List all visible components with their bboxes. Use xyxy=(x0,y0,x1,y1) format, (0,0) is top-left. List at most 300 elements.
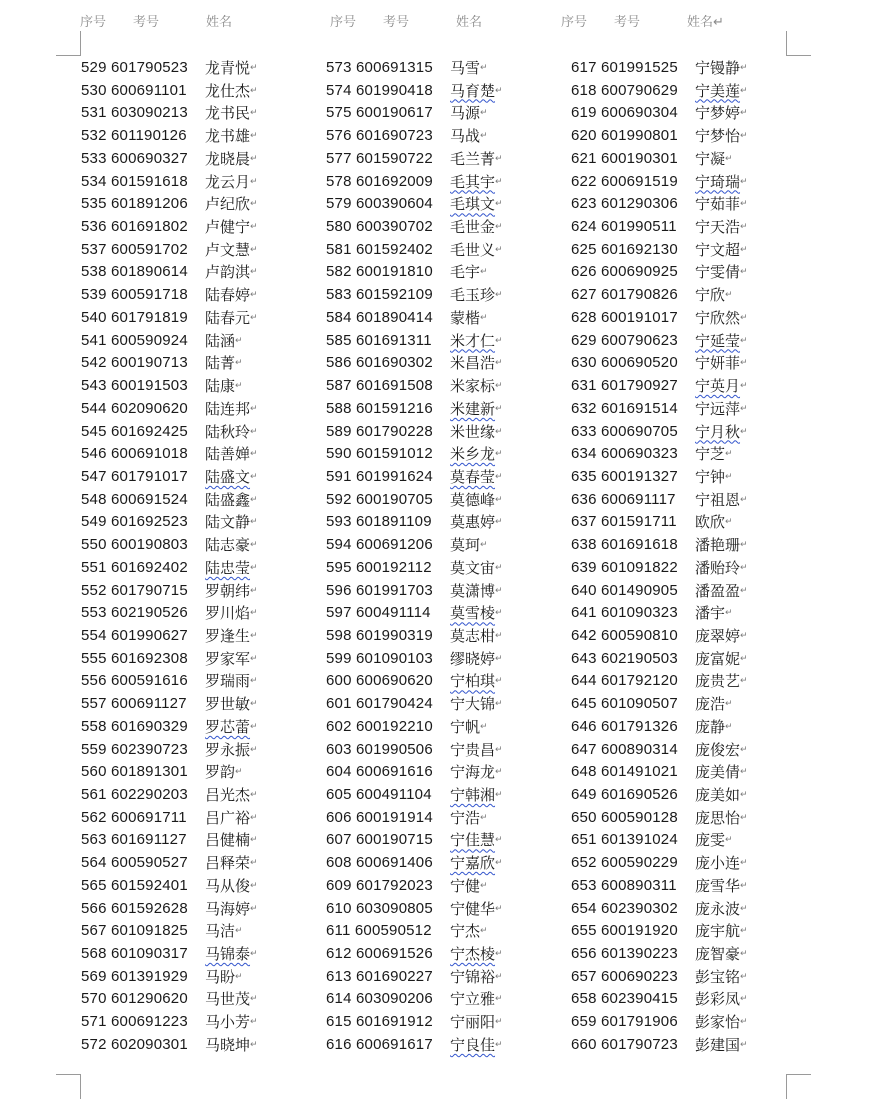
paragraph-mark: ↵ xyxy=(495,744,503,755)
seq-exam-number: 570 601290620 xyxy=(81,990,188,1008)
header-exam: 考号 xyxy=(133,15,160,30)
paragraph-mark: ↵ xyxy=(740,540,748,551)
seq-exam-number: 607 600190715 xyxy=(326,831,433,849)
paragraph-mark: ↵ xyxy=(725,153,733,164)
seq-exam-number: 563 601691127 xyxy=(81,831,187,849)
paragraph-mark: ↵ xyxy=(495,676,503,687)
seq-exam-number: 602 600192210 xyxy=(326,717,433,735)
seq-exam-number: 537 600591702 xyxy=(81,240,188,258)
paragraph-mark: ↵ xyxy=(495,767,503,778)
paragraph-mark: ↵ xyxy=(495,381,503,392)
paragraph-mark: ↵ xyxy=(480,540,488,551)
paragraph-mark: ↵ xyxy=(250,290,258,301)
seq-exam-number: 599 601090103 xyxy=(326,649,433,667)
paragraph-mark: ↵ xyxy=(250,199,258,210)
paragraph-mark: ↵ xyxy=(235,381,243,392)
paragraph-mark: ↵ xyxy=(740,1039,748,1050)
paragraph-mark: ↵ xyxy=(740,312,748,323)
seq-exam-number: 581 601592402 xyxy=(326,240,433,258)
paragraph-mark: ↵ xyxy=(480,108,488,119)
seq-exam-number: 538 601890614 xyxy=(81,263,188,281)
seq-exam-number: 641 601090323 xyxy=(571,604,678,622)
seq-exam-number: 656 601390223 xyxy=(571,945,678,963)
student-name: 庞永波 xyxy=(695,899,741,918)
seq-exam-number: 529 601790523 xyxy=(81,59,188,76)
paragraph-mark: ↵ xyxy=(495,971,503,982)
student-name: 陆连邦 xyxy=(205,399,251,418)
paragraph-mark: ↵ xyxy=(250,153,258,164)
seq-exam-number: 575 600190617 xyxy=(326,104,433,122)
student-name: 宁祖恩 xyxy=(695,490,741,509)
paragraph-mark: ↵ xyxy=(480,880,488,891)
student-name: 陆文静 xyxy=(205,513,251,532)
paragraph-mark: ↵ xyxy=(740,676,748,687)
seq-exam-number: 615 601691912 xyxy=(326,1013,433,1031)
paragraph-mark: ↵ xyxy=(495,85,503,96)
student-name: 宁凝 xyxy=(695,149,726,168)
seq-exam-number: 588 601591216 xyxy=(326,399,433,417)
student-name: 宁梦婷 xyxy=(695,104,741,123)
seq-exam-number: 533 600690327 xyxy=(81,149,188,167)
seq-exam-number: 626 600690925 xyxy=(571,263,678,281)
paragraph-mark: ↵ xyxy=(495,903,503,914)
seq-exam-number: 639 601091822 xyxy=(571,558,678,576)
paragraph-mark: ↵ xyxy=(495,403,503,414)
student-name: 潘艳珊 xyxy=(695,536,741,555)
seq-exam-number: 604 600691616 xyxy=(326,763,433,781)
student-name: 吕广裕 xyxy=(205,808,251,827)
student-name: 罗川焰 xyxy=(205,604,251,623)
seq-exam-number: 612 600691526 xyxy=(326,945,433,963)
seq-exam-number: 561 602290203 xyxy=(81,786,188,803)
paragraph-mark: ↵ xyxy=(495,699,503,710)
seq-exam-number: 530 600691101 xyxy=(81,81,187,99)
student-name: 马小芳 xyxy=(205,1013,251,1032)
paragraph-mark: ↵ xyxy=(725,699,733,710)
paragraph-mark: ↵ xyxy=(250,540,258,551)
paragraph-mark: ↵ xyxy=(725,721,733,732)
student-name: 宁远萍 xyxy=(695,399,741,418)
seq-exam-number: 580 600390702 xyxy=(326,218,433,236)
paragraph-mark: ↵ xyxy=(250,835,258,846)
seq-exam-number: 651 601391024 xyxy=(571,831,678,849)
paragraph-mark: ↵ xyxy=(480,721,488,732)
paragraph-mark: ↵ xyxy=(235,926,243,937)
student-name: 宁美莲 xyxy=(695,81,741,100)
student-name: 宁欣 xyxy=(695,286,726,305)
paragraph-mark: ↵ xyxy=(740,403,748,414)
paragraph-mark: ↵ xyxy=(495,608,503,619)
seq-exam-number: 616 600691617 xyxy=(326,1035,433,1053)
seq-exam-number: 536 601691802 xyxy=(81,218,188,236)
seq-exam-number: 606 600191914 xyxy=(326,808,433,826)
seq-exam-number: 568 601090317 xyxy=(81,945,188,963)
student-name: 米家标 xyxy=(450,377,496,396)
seq-exam-number: 636 600691117 xyxy=(571,490,676,508)
paragraph-mark: ↵ xyxy=(725,517,733,528)
paragraph-mark: ↵ xyxy=(740,926,748,937)
seq-exam-number: 585 601691311 xyxy=(326,331,432,349)
student-name: 毛玉珍 xyxy=(450,286,496,305)
paragraph-mark: ↵ xyxy=(495,653,503,664)
paragraph-mark: ↵ xyxy=(235,358,243,369)
paragraph-mark: ↵ xyxy=(740,63,748,73)
student-name: 莫潇博 xyxy=(450,581,496,600)
paragraph-mark: ↵ xyxy=(495,517,503,528)
student-name: 彭建国 xyxy=(695,1035,741,1054)
paragraph-mark: ↵ xyxy=(250,471,258,482)
seq-exam-number: 618 600790629 xyxy=(571,81,678,99)
paragraph-mark: ↵ xyxy=(740,244,748,255)
seq-exam-number: 595 600192112 xyxy=(326,558,432,576)
seq-exam-number: 569 601391929 xyxy=(81,967,188,985)
student-name: 莫惠婷 xyxy=(450,513,496,532)
student-name: 罗瑞雨 xyxy=(205,672,251,691)
student-name: 宁贵昌 xyxy=(450,740,496,759)
student-name: 宁帆 xyxy=(450,717,481,736)
student-name: 陆春婷 xyxy=(205,286,251,305)
student-name: 罗逢生 xyxy=(205,626,251,645)
paragraph-mark: ↵ xyxy=(495,494,503,505)
student-name: 莫春莹 xyxy=(450,467,496,486)
student-name: 罗韵 xyxy=(205,763,236,782)
seq-exam-number: 601 601790424 xyxy=(326,695,433,713)
paragraph-mark: ↵ xyxy=(740,85,748,96)
student-name: 彭宝铭 xyxy=(695,967,741,986)
student-name: 马战 xyxy=(450,127,481,146)
seq-exam-number: 583 601592109 xyxy=(326,286,433,304)
paragraph-mark: ↵ xyxy=(725,835,733,846)
student-name: 宁琦瑞 xyxy=(695,172,741,191)
student-name: 莫珂 xyxy=(450,536,481,555)
paragraph-mark: ↵ xyxy=(250,562,258,573)
header-seq: 序号 xyxy=(330,15,357,30)
student-name: 宁嘉欣 xyxy=(450,854,496,873)
student-name: 陆盛鑫 xyxy=(205,490,251,509)
student-name: 缪晓婷 xyxy=(450,649,496,668)
student-name: 宁钟 xyxy=(695,467,726,486)
paragraph-mark: ↵ xyxy=(250,85,258,96)
crop-mark-bottom-left xyxy=(56,1074,81,1099)
paragraph-mark: ↵ xyxy=(495,199,503,210)
seq-exam-number: 655 600191920 xyxy=(571,922,678,940)
paragraph-mark: ↵ xyxy=(250,699,258,710)
seq-exam-number: 614 603090206 xyxy=(326,990,433,1008)
seq-exam-number: 605 600491104 xyxy=(326,786,432,803)
paragraph-mark: ↵ xyxy=(250,517,258,528)
seq-exam-number: 549 601692523 xyxy=(81,513,188,531)
seq-exam-number: 597 600491114 xyxy=(326,604,431,622)
paragraph-mark: ↵ xyxy=(250,676,258,687)
seq-exam-number: 645 601090507 xyxy=(571,695,678,713)
paragraph-mark: ↵ xyxy=(495,1039,503,1050)
paragraph-mark: ↵ xyxy=(480,131,488,142)
student-name: 罗永振 xyxy=(205,740,251,759)
paragraph-mark: ↵ xyxy=(495,335,503,346)
student-name: 庞美如 xyxy=(695,786,741,804)
crop-mark-bottom-right xyxy=(786,1074,811,1099)
seq-exam-number: 613 601690227 xyxy=(326,967,433,985)
seq-exam-number: 572 602090301 xyxy=(81,1035,188,1053)
paragraph-mark: ↵ xyxy=(740,653,748,664)
student-name: 庞富妮 xyxy=(695,649,741,668)
paragraph-mark: ↵ xyxy=(250,994,258,1005)
seq-exam-number: 566 601592628 xyxy=(81,899,188,917)
seq-exam-number: 659 601791906 xyxy=(571,1013,678,1031)
student-name: 庞宇航 xyxy=(695,922,741,941)
seq-exam-number: 578 601692009 xyxy=(326,172,433,190)
seq-exam-number: 635 600191327 xyxy=(571,467,678,485)
paragraph-mark: ↵ xyxy=(250,244,258,255)
paragraph-mark: ↵ xyxy=(250,721,258,732)
paragraph-mark: ↵ xyxy=(250,812,258,823)
student-name: 马源 xyxy=(450,104,481,123)
seq-exam-number: 633 600690705 xyxy=(571,422,678,440)
student-name: 宁佳慧 xyxy=(450,831,496,850)
seq-exam-number: 586 601690302 xyxy=(326,354,433,372)
seq-exam-number: 565 601592401 xyxy=(81,876,188,894)
paragraph-mark: ↵ xyxy=(740,630,748,641)
paragraph-mark: ↵ xyxy=(740,562,748,573)
student-name: 宁杰棱 xyxy=(450,945,496,964)
paragraph-mark: ↵ xyxy=(250,880,258,891)
student-name: 吕释荣 xyxy=(205,854,251,873)
seq-exam-number: 594 600691206 xyxy=(326,536,433,554)
paragraph-mark: ↵ xyxy=(495,630,503,641)
student-name: 龙青悦 xyxy=(205,59,251,77)
paragraph-mark: ↵ xyxy=(740,767,748,778)
seq-exam-number: 611 600590512 xyxy=(326,922,432,940)
seq-exam-number: 573 600691315 xyxy=(326,59,433,76)
student-name: 庞美倩 xyxy=(695,763,741,782)
seq-exam-number: 564 600590527 xyxy=(81,854,188,872)
student-name: 龙仕杰 xyxy=(205,81,251,100)
student-name: 卢文慧 xyxy=(205,240,251,259)
paragraph-mark: ↵ xyxy=(250,903,258,914)
student-name: 毛宇 xyxy=(450,263,481,282)
student-name: 宁良佳 xyxy=(450,1035,496,1054)
paragraph-mark: ↵ xyxy=(235,335,243,346)
seq-exam-number: 642 600590810 xyxy=(571,626,678,644)
paragraph-mark: ↵ xyxy=(250,744,258,755)
student-name: 罗家军 xyxy=(205,649,251,668)
student-name: 陆春元 xyxy=(205,308,251,327)
student-name: 宁浩 xyxy=(450,808,481,827)
seq-exam-number: 557 600691127 xyxy=(81,695,187,713)
paragraph-mark: ↵ xyxy=(740,744,748,755)
paragraph-mark: ↵ xyxy=(495,858,503,869)
student-name: 彭家怡 xyxy=(695,1013,741,1032)
paragraph-mark: ↵ xyxy=(250,858,258,869)
seq-exam-number: 638 601691618 xyxy=(571,536,678,554)
paragraph-mark: ↵ xyxy=(250,449,258,460)
student-name: 陆忠莹 xyxy=(205,558,251,577)
seq-exam-number: 541 600590924 xyxy=(81,331,188,349)
student-name: 龙书雄 xyxy=(205,127,251,146)
student-name: 庞雪华 xyxy=(695,876,741,895)
paragraph-mark: ↵ xyxy=(740,585,748,596)
paragraph-mark: ↵ xyxy=(740,971,748,982)
student-name: 宁延莹 xyxy=(695,331,741,350)
student-name: 马雪 xyxy=(450,59,481,77)
seq-exam-number: 596 601991703 xyxy=(326,581,433,599)
paragraph-mark: ↵ xyxy=(250,790,258,800)
seq-exam-number: 592 600190705 xyxy=(326,490,433,508)
paragraph-mark: ↵ xyxy=(740,131,748,142)
paragraph-mark: ↵ xyxy=(250,608,258,619)
paragraph-mark: ↵ xyxy=(495,290,503,301)
paragraph-mark: ↵ xyxy=(740,222,748,233)
student-name: 米才仁 xyxy=(450,331,496,350)
header-name: 姓名 xyxy=(206,15,233,30)
student-name: 宁韩湘 xyxy=(450,786,496,804)
seq-exam-number: 631 601790927 xyxy=(571,377,678,395)
seq-exam-number: 546 600691018 xyxy=(81,445,188,463)
paragraph-mark: ↵ xyxy=(250,131,258,142)
seq-exam-number: 552 601790715 xyxy=(81,581,188,599)
student-name: 毛其宇 xyxy=(450,172,496,191)
seq-exam-number: 609 601792023 xyxy=(326,876,433,894)
paragraph-mark: ↵ xyxy=(725,471,733,482)
paragraph-mark: ↵ xyxy=(740,858,748,869)
student-name: 宁锦裕 xyxy=(450,967,496,986)
seq-exam-number: 587 601691508 xyxy=(326,377,433,395)
student-name: 毛琪文 xyxy=(450,195,496,214)
student-name: 陆秋玲 xyxy=(205,422,251,441)
seq-exam-number: 624 601990511 xyxy=(571,218,677,236)
paragraph-mark: ↵ xyxy=(235,971,243,982)
student-name: 陆康 xyxy=(205,377,236,396)
student-name: 米乡龙 xyxy=(450,445,496,464)
student-name: 庞贵艺 xyxy=(695,672,741,691)
student-name: 吕健楠 xyxy=(205,831,251,850)
student-name: 庞小连 xyxy=(695,854,741,873)
student-name: 宁大锦 xyxy=(450,695,496,714)
header-name: 姓名↵ xyxy=(687,15,724,30)
paragraph-mark: ↵ xyxy=(740,381,748,392)
paragraph-mark: ↵ xyxy=(740,790,748,800)
paragraph-mark: ↵ xyxy=(740,494,748,505)
student-name: 宁妍菲 xyxy=(695,354,741,373)
student-name: 陆志豪 xyxy=(205,536,251,555)
student-name: 庞雯 xyxy=(695,831,726,850)
seq-exam-number: 576 601690723 xyxy=(326,127,433,145)
seq-exam-number: 589 601790228 xyxy=(326,422,433,440)
student-name: 宁柏琪 xyxy=(450,672,496,691)
paragraph-mark: ↵ xyxy=(495,244,503,255)
seq-exam-number: 617 601991525 xyxy=(571,59,678,76)
student-name: 龙云月 xyxy=(205,172,251,191)
student-name: 宁健 xyxy=(450,876,481,895)
student-name: 宁茹菲 xyxy=(695,195,741,214)
student-name: 庞翠婷 xyxy=(695,626,741,645)
student-name: 毛世义 xyxy=(450,240,496,259)
seq-exam-number: 648 601491021 xyxy=(571,763,678,781)
paragraph-mark: ↵ xyxy=(250,1039,258,1050)
student-name: 米昌浩 xyxy=(450,354,496,373)
header-name: 姓名 xyxy=(456,15,483,30)
student-name: 莫志柑 xyxy=(450,626,496,645)
paragraph-mark: ↵ xyxy=(740,176,748,187)
student-name: 罗芯蕾 xyxy=(205,717,251,736)
student-name: 宁月秋 xyxy=(695,422,741,441)
student-name: 马晓坤 xyxy=(205,1035,251,1054)
student-name: 罗朝纬 xyxy=(205,581,251,600)
student-name: 庞智豪 xyxy=(695,945,741,964)
seq-exam-number: 559 602390723 xyxy=(81,740,188,758)
seq-exam-number: 555 601692308 xyxy=(81,649,188,667)
student-name: 宁梦怡 xyxy=(695,127,741,146)
student-name: 欧欣 xyxy=(695,513,726,532)
student-name: 米建新 xyxy=(450,399,496,418)
student-name: 卢韵淇 xyxy=(205,263,251,282)
header-exam: 考号 xyxy=(383,15,410,30)
seq-exam-number: 553 602190526 xyxy=(81,604,188,622)
paragraph-mark: ↵ xyxy=(250,312,258,323)
seq-exam-number: 600 600690620 xyxy=(326,672,433,690)
seq-exam-number: 623 601290306 xyxy=(571,195,678,213)
paragraph-mark: ↵ xyxy=(740,267,748,278)
seq-exam-number: 630 600690520 xyxy=(571,354,678,372)
paragraph-mark: ↵ xyxy=(495,790,503,800)
seq-exam-number: 643 602190503 xyxy=(571,649,678,667)
paragraph-mark: ↵ xyxy=(740,199,748,210)
paragraph-mark: ↵ xyxy=(740,358,748,369)
student-name: 马锦泰 xyxy=(205,945,251,964)
paragraph-mark: ↵ xyxy=(740,949,748,960)
paragraph-mark: ↵ xyxy=(495,835,503,846)
paragraph-mark: ↵ xyxy=(495,585,503,596)
paragraph-mark: ↵ xyxy=(740,994,748,1005)
seq-exam-number: 608 600691406 xyxy=(326,854,433,872)
seq-exam-number: 554 601990627 xyxy=(81,626,188,644)
seq-exam-number: 603 601990506 xyxy=(326,740,433,758)
seq-exam-number: 593 601891109 xyxy=(326,513,432,531)
student-name: 米世缘 xyxy=(450,422,496,441)
seq-exam-number: 591 601991624 xyxy=(326,467,433,485)
paragraph-mark: ↵ xyxy=(495,358,503,369)
student-name: 马海婷 xyxy=(205,899,251,918)
seq-exam-number: 610 603090805 xyxy=(326,899,433,917)
paragraph-mark: ↵ xyxy=(250,653,258,664)
seq-exam-number: 548 600691524 xyxy=(81,490,188,508)
seq-exam-number: 650 600590128 xyxy=(571,808,678,826)
seq-exam-number: 535 601891206 xyxy=(81,195,188,213)
seq-exam-number: 649 601690526 xyxy=(571,786,678,803)
student-name: 潘宇 xyxy=(695,604,726,623)
paragraph-mark: ↵ xyxy=(480,267,488,278)
paragraph-mark: ↵ xyxy=(250,949,258,960)
seq-exam-number: 577 601590722 xyxy=(326,149,433,167)
paragraph-mark: ↵ xyxy=(480,812,488,823)
student-name: 龙晓晨 xyxy=(205,149,251,168)
paragraph-mark: ↵ xyxy=(495,471,503,482)
paragraph-mark: ↵ xyxy=(495,994,503,1005)
paragraph-mark: ↵ xyxy=(495,426,503,437)
paragraph-mark: ↵ xyxy=(250,426,258,437)
paragraph-mark: ↵ xyxy=(725,290,733,301)
seq-exam-number: 627 601790826 xyxy=(571,286,678,304)
seq-exam-number: 625 601692130 xyxy=(571,240,678,258)
paragraph-mark: ↵ xyxy=(495,949,503,960)
paragraph-mark: ↵ xyxy=(740,880,748,891)
student-name: 宁芝 xyxy=(695,445,726,464)
seq-exam-number: 654 602390302 xyxy=(571,899,678,917)
seq-exam-number: 640 601490905 xyxy=(571,581,678,599)
student-name: 庞浩 xyxy=(695,695,726,714)
paragraph-mark: ↵ xyxy=(740,108,748,119)
paragraph-mark: ↵ xyxy=(740,335,748,346)
